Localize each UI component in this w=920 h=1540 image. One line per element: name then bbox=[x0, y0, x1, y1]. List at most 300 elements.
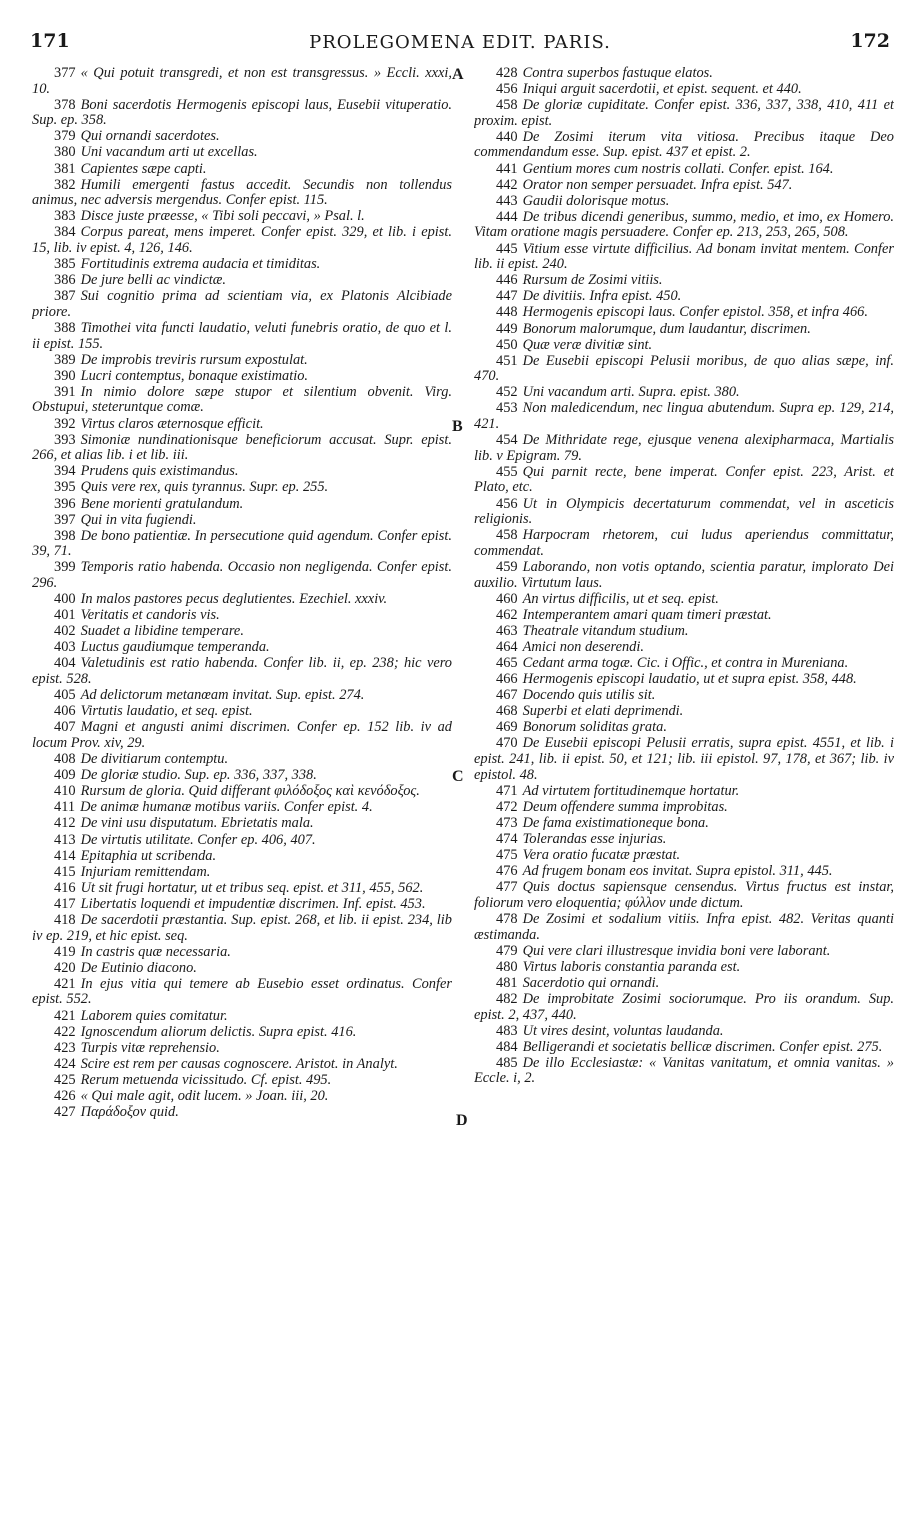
entry-number: 456 bbox=[496, 495, 518, 512]
index-entry bbox=[32, 768, 452, 784]
index-entry bbox=[32, 961, 452, 977]
entry-text: Intemperantem amari quam timeri præstat. bbox=[522, 606, 772, 623]
index-entry bbox=[474, 976, 894, 992]
entry-text: Timothei vita functi laudatio, veluti funebris oratio, de quo et l. ii epist. 155. bbox=[32, 320, 452, 352]
entry-text: Temporis ratio habenda. Occasio non negligenda. Confer epist. 296. bbox=[32, 559, 452, 591]
entry-number: 420 bbox=[54, 959, 76, 976]
entry-text: « Qui male agit, odit lucem. » Joan. iii, 20. bbox=[80, 1088, 329, 1104]
index-entry bbox=[32, 881, 452, 897]
index-entry bbox=[32, 833, 452, 849]
index-entry bbox=[32, 704, 452, 720]
index-entry bbox=[474, 592, 894, 608]
index-entry bbox=[474, 385, 894, 401]
entry-number: 458 bbox=[496, 97, 518, 114]
entry-number: 382 bbox=[54, 176, 76, 193]
entry-number: 472 bbox=[496, 798, 518, 815]
entry-number: 451 bbox=[496, 352, 518, 369]
entry-text: Bonorum soliditas grata. bbox=[522, 719, 667, 736]
entry-number: 448 bbox=[496, 304, 518, 321]
entry-number: 441 bbox=[496, 160, 518, 177]
entry-number: 381 bbox=[54, 160, 76, 177]
index-entry bbox=[474, 210, 894, 241]
index-entry bbox=[32, 417, 452, 433]
index-entry bbox=[474, 1024, 894, 1040]
entry-text: Tolerandas esse injurias. bbox=[522, 831, 667, 847]
index-entry bbox=[32, 849, 452, 865]
margin-marker-d: D bbox=[456, 1112, 468, 1129]
entry-number: 455 bbox=[496, 463, 518, 480]
entry-text: In ejus vitia qui temere ab Eusebio esset ordinatus. Confer epist. 552. bbox=[32, 975, 452, 1008]
entry-number: 475 bbox=[496, 847, 518, 864]
entry-text: Suadet a libidine temperare. bbox=[80, 623, 244, 640]
entry-text: Ut vires desint, voluntas laudanda. bbox=[522, 1022, 724, 1039]
entry-number: 418 bbox=[54, 911, 76, 928]
index-entry bbox=[474, 465, 894, 496]
entry-text: Sui cognitio prima ad scientiam via, ex Platonis Alcibiade priore. bbox=[32, 288, 452, 320]
entry-text: Ad delictorum metanœam invitat. Sup. epist. 274. bbox=[80, 687, 365, 704]
entry-number: 464 bbox=[496, 638, 518, 655]
entry-text: Superbi et elati deprimendi. bbox=[522, 703, 684, 720]
index-entry bbox=[32, 209, 452, 225]
entry-number: 440 bbox=[496, 128, 518, 145]
index-entry bbox=[474, 497, 894, 528]
entry-number: 479 bbox=[496, 942, 518, 959]
entry-text: Vitium esse virtute difficilius. Ad bonam invitat mentem. Confer lib. ii epist. 240. bbox=[474, 240, 894, 273]
entry-text: Cedant arma togæ. Cic. i Offic., et contra in Mureniana. bbox=[522, 654, 849, 671]
entry-text: Libertatis loquendi et impudentiæ discrimen. Inf. epist. 453. bbox=[80, 895, 426, 912]
entry-number: 412 bbox=[54, 815, 76, 832]
entry-number: 471 bbox=[496, 782, 518, 799]
entry-text: Boni sacerdotis Hermogenis episcopi laus, Eusebii vituperatio. Sup. ep. 358. bbox=[32, 96, 452, 129]
entry-text: De divitiarum contemptu. bbox=[80, 751, 229, 768]
entry-text: Injuriam remittendam. bbox=[80, 863, 211, 880]
entry-text: Magni et angusti animi discrimen. Confer ep. 152 lib. iv ad locum Prov. xiv, 29. bbox=[32, 719, 452, 751]
index-entry bbox=[32, 1089, 452, 1105]
entry-number: 422 bbox=[54, 1023, 76, 1040]
index-entry bbox=[474, 656, 894, 672]
index-entry bbox=[32, 560, 452, 591]
entry-text: Disce juste præesse, « Tibi soli peccavi, » Psal. l. bbox=[80, 208, 365, 225]
entry-text: Ut sit frugi hortatur, ut et tribus seq. epist. et 311, 455, 562. bbox=[80, 879, 424, 896]
entry-text: Gaudii dolorisque motus. bbox=[522, 192, 670, 209]
index-entry bbox=[32, 289, 452, 320]
entry-number: 415 bbox=[54, 863, 76, 880]
entry-number: 413 bbox=[54, 831, 76, 848]
entry-text: Docendo quis utilis sit. bbox=[522, 687, 656, 704]
entry-number: 483 bbox=[496, 1022, 518, 1039]
entry-number: 399 bbox=[54, 559, 76, 576]
entry-number: 401 bbox=[54, 607, 76, 624]
entry-number: 403 bbox=[54, 639, 76, 656]
entry-text: Sacerdotio qui ornandi. bbox=[522, 974, 660, 991]
entry-number: 397 bbox=[54, 511, 76, 528]
index-entry bbox=[474, 816, 894, 832]
entry-text: Virtus laboris constantia paranda est. bbox=[522, 958, 741, 975]
index-entry bbox=[32, 656, 452, 687]
index-entry bbox=[32, 353, 452, 369]
entry-number: 452 bbox=[496, 384, 518, 401]
entry-number: 383 bbox=[54, 208, 76, 225]
index-entry bbox=[474, 1056, 894, 1087]
entry-number: 390 bbox=[54, 367, 76, 384]
index-entry bbox=[474, 289, 894, 305]
entry-number: 425 bbox=[54, 1071, 76, 1088]
index-entry bbox=[474, 736, 894, 783]
index-entry bbox=[32, 608, 452, 624]
index-entry bbox=[474, 608, 894, 624]
index-entry bbox=[474, 528, 894, 559]
entry-number: 386 bbox=[54, 272, 76, 289]
index-entry bbox=[474, 672, 894, 688]
entry-number: 402 bbox=[54, 623, 76, 640]
index-entry bbox=[474, 880, 894, 911]
entry-number: 408 bbox=[54, 751, 76, 768]
entry-text: Παράδοξον quid. bbox=[80, 1104, 179, 1121]
margin-marker-c: C bbox=[452, 768, 464, 785]
entry-number: 484 bbox=[496, 1038, 518, 1055]
index-entry bbox=[474, 704, 894, 720]
entry-text: In malos pastores pecus deglutientes. Ezechiel. xxxiv. bbox=[80, 591, 388, 608]
entry-text: Ad virtutem fortitudinemque hortatur. bbox=[522, 782, 740, 799]
entry-text: Qui vere clari illustresque invidia boni vere laborant. bbox=[522, 942, 831, 959]
entry-text: Veritatis et candoris vis. bbox=[80, 607, 220, 624]
entry-number: 460 bbox=[496, 590, 518, 607]
index-entry bbox=[32, 865, 452, 881]
index-entry bbox=[474, 864, 894, 880]
entry-number: 482 bbox=[496, 990, 518, 1007]
entry-text: Humili emergenti fastus accedit. Secundis non tollendus animus, nec adversis mergendus. Confer epist. 115. bbox=[32, 176, 452, 209]
index-entry bbox=[474, 194, 894, 210]
entry-text: De Mithridate rege, ejusque venena alexipharmaca, Martialis lib. v Epigram. 79. bbox=[474, 432, 894, 464]
index-entry bbox=[32, 688, 452, 704]
entry-text: Quæ veræ divitiæ sint. bbox=[522, 336, 653, 353]
entry-text: De illo Ecclesiastæ: « Vanitas vanitatum, et omnia vanitas. » Eccle. i, 2. bbox=[474, 1054, 894, 1087]
entry-number: 407 bbox=[54, 719, 76, 736]
index-entry bbox=[32, 178, 452, 209]
entry-number: 411 bbox=[54, 799, 76, 816]
entry-text: Scire est rem per causas cognoscere. Aristot. in Analyt. bbox=[80, 1055, 398, 1072]
index-entry bbox=[474, 960, 894, 976]
entry-number: 380 bbox=[54, 144, 76, 161]
margin-marker-a: A bbox=[452, 66, 464, 83]
entry-number: 427 bbox=[54, 1104, 76, 1121]
index-entry bbox=[474, 433, 894, 464]
index-entry bbox=[32, 1057, 452, 1073]
entry-number: 480 bbox=[496, 958, 518, 975]
entry-text: Epitaphia ut scribenda. bbox=[80, 847, 217, 864]
entry-text: Luctus gaudiumque temperanda. bbox=[80, 639, 270, 656]
entry-text: Amici non deserendi. bbox=[522, 638, 644, 655]
index-entry bbox=[474, 720, 894, 736]
entry-text: De Eutinio diacono. bbox=[80, 959, 197, 976]
entry-text: Virtutis laudatio, et seq. epist. bbox=[80, 703, 253, 720]
entry-number: 421 bbox=[54, 1007, 76, 1024]
entry-number: 473 bbox=[496, 814, 518, 831]
entry-text: Qui in vita fugiendi. bbox=[80, 511, 197, 528]
entry-number: 410 bbox=[54, 783, 76, 800]
entry-number: 447 bbox=[496, 288, 518, 305]
index-entry bbox=[32, 816, 452, 832]
index-entry bbox=[474, 560, 894, 591]
entry-text: De Zosimi iterum vita vitiosa. Precibus itaque Deo commendandum esse. Sup. epist. 437 et epist. 2. bbox=[474, 128, 894, 161]
index-entry bbox=[474, 401, 894, 432]
entry-text: De gloriæ studio. Sup. ep. 336, 337, 338. bbox=[80, 767, 317, 784]
entry-number: 477 bbox=[496, 879, 518, 896]
entry-text: Qui parnit recte, bene imperat. Confer epist. 223, Arist. et Plato, etc. bbox=[474, 463, 894, 496]
entry-text: Turpis vitæ reprehensio. bbox=[80, 1039, 220, 1056]
entry-text: De improbitate Zosimi sociorumque. Pro iis orandum. Sup. epist. 2, 437, 440. bbox=[474, 990, 894, 1023]
entry-number: 421 bbox=[54, 975, 76, 992]
entry-number: 470 bbox=[496, 735, 518, 752]
entry-text: De improbis treviris rursum expostulat. bbox=[80, 351, 308, 368]
entry-number: 445 bbox=[496, 240, 518, 257]
margin-marker-b: B bbox=[452, 418, 463, 435]
entry-text: Ignoscendum aliorum delictis. Supra epist. 416. bbox=[80, 1023, 357, 1040]
index-entry bbox=[474, 800, 894, 816]
entry-text: Prudens quis existimandus. bbox=[80, 463, 239, 480]
entry-text: Rursum de Zosimi vitiis. bbox=[522, 272, 663, 289]
entry-text: Hermogenis episcopi laus. Confer epistol. 358, et infra 466. bbox=[522, 304, 868, 321]
entry-number: 454 bbox=[496, 432, 518, 449]
entry-number: 446 bbox=[496, 272, 518, 289]
entry-number: 468 bbox=[496, 703, 518, 720]
index-entry bbox=[474, 640, 894, 656]
index-entry bbox=[474, 98, 894, 129]
entry-text: Rursum de gloria. Quid differant φιλόδοξος καὶ κενόδοξος. bbox=[80, 783, 420, 800]
entry-number: 467 bbox=[496, 687, 518, 704]
index-entry bbox=[474, 688, 894, 704]
index-entry bbox=[32, 225, 452, 256]
entry-number: 444 bbox=[496, 208, 518, 225]
index-entry bbox=[474, 273, 894, 289]
page-number-right: 172 bbox=[850, 30, 890, 52]
index-entry bbox=[32, 897, 452, 913]
entry-number: 388 bbox=[54, 320, 76, 336]
entry-text: Orator non semper persuadet. Infra epist. 547. bbox=[522, 176, 793, 193]
index-entry bbox=[32, 1041, 452, 1057]
running-title: PROLEGOMENA EDIT. PARIS. bbox=[309, 32, 611, 53]
entry-number: 406 bbox=[54, 703, 76, 720]
page-header bbox=[30, 30, 890, 58]
index-entry bbox=[474, 82, 894, 98]
index-entry bbox=[32, 385, 452, 416]
entry-text: De animæ humanæ motibus variis. Confer epist. 4. bbox=[80, 799, 373, 816]
entry-text: Corpus pareat, mens imperet. Confer epist. 329, et lib. i epist. 15, lib. iv epist. 4, 126, 146. bbox=[32, 224, 452, 257]
entry-text: Theatrale vitandum studium. bbox=[522, 622, 689, 639]
index-entry bbox=[474, 832, 894, 848]
entry-number: 377 bbox=[54, 66, 76, 81]
entry-text: In nimio dolore sæpe stupor et silentium obvenit. Virg. Obstupui, steteruntque comæ. bbox=[32, 383, 452, 416]
entry-text: De sacerdotii præstantia. Sup. epist. 268, et lib. ii epist. 234, lib iv ep. 219, et hic epist. seq. bbox=[32, 911, 452, 944]
index-entry bbox=[32, 129, 452, 145]
entry-number: 463 bbox=[496, 622, 518, 639]
entry-number: 485 bbox=[496, 1054, 518, 1071]
entry-text: De jure belli ac vindictæ. bbox=[80, 272, 226, 289]
entry-number: 378 bbox=[54, 96, 76, 113]
entry-text: Belligerandi et societatis bellicæ discrimen. Confer epist. 275. bbox=[522, 1038, 883, 1055]
index-entry bbox=[474, 178, 894, 194]
entry-number: 389 bbox=[54, 351, 76, 368]
entry-number: 442 bbox=[496, 176, 518, 193]
index-entry bbox=[474, 66, 894, 82]
index-entry bbox=[474, 322, 894, 338]
entry-number: 419 bbox=[54, 943, 76, 960]
entry-number: 393 bbox=[54, 431, 76, 448]
entry-text: Non maledicendum, nec lingua abutendum. Supra ep. 129, 214, 421. bbox=[474, 400, 894, 433]
entry-text: Vera oratio fucatæ præstat. bbox=[522, 847, 681, 864]
entry-number: 404 bbox=[54, 655, 76, 672]
entry-text: Contra superbos fastuque elatos. bbox=[522, 66, 713, 81]
entry-text: Simoniæ nundinationisque beneficiorum accusat. Supr. epist. 266, et alias lib. i et lib. iii. bbox=[32, 431, 452, 464]
index-entry bbox=[32, 257, 452, 273]
entry-number: 400 bbox=[54, 591, 76, 608]
index-entry bbox=[32, 1009, 452, 1025]
index-entry bbox=[474, 242, 894, 273]
index-entry bbox=[32, 592, 452, 608]
entry-text: De bono patientiæ. In persecutione quid agendum. Confer epist. 39, 71. bbox=[32, 527, 452, 560]
entry-number: 478 bbox=[496, 910, 518, 927]
entry-number: 456 bbox=[496, 81, 518, 98]
index-entry bbox=[32, 433, 452, 464]
entry-number: 465 bbox=[496, 654, 518, 671]
index-entry bbox=[32, 977, 452, 1008]
index-entry bbox=[32, 1025, 452, 1041]
entry-number: 428 bbox=[496, 66, 518, 81]
index-entry bbox=[474, 992, 894, 1023]
entry-text: Virtus claros æternosque efficit. bbox=[80, 415, 264, 432]
index-entry bbox=[32, 529, 452, 560]
entry-text: De fama existimationeque bona. bbox=[522, 814, 709, 831]
entry-text: Lucri contemptus, bonaque existimatio. bbox=[80, 367, 309, 384]
entry-text: Gentium mores cum nostris collati. Confer. epist. 164. bbox=[522, 160, 834, 177]
entry-number: 417 bbox=[54, 895, 76, 912]
entry-number: 414 bbox=[54, 847, 76, 864]
entry-number: 387 bbox=[54, 288, 76, 305]
entry-text: Capientes sæpe capti. bbox=[80, 160, 207, 177]
entry-text: Bonorum malorumque, dum laudantur, discrimen. bbox=[522, 320, 811, 337]
index-entry bbox=[32, 800, 452, 816]
entry-text: « Qui potuit transgredi, et non est transgressus. » Eccli. xxxi, 10. bbox=[32, 66, 452, 97]
entry-number: 394 bbox=[54, 463, 76, 480]
index-entry bbox=[32, 162, 452, 178]
index-entry bbox=[32, 945, 452, 961]
entry-number: 426 bbox=[54, 1088, 76, 1104]
index-entry bbox=[32, 1105, 452, 1121]
entry-text: De Eusebii episcopi Pelusii erratis, supra epist. 4551, et lib. i epist. 241, lib. ii epist. 50, et 121; lib. iii epistol. 97, 178, et 367; lib. iv epistol. 48. bbox=[474, 735, 894, 783]
index-entry bbox=[32, 66, 452, 97]
entry-text: Quis doctus sapiensque censendus. Virtus fructus est instar, foliorum vero eloquentia; φύλλον unde dictum. bbox=[474, 879, 894, 911]
index-entry bbox=[32, 720, 452, 751]
index-entry bbox=[32, 752, 452, 768]
entry-text: Laborando, non votis optando, scientia paratur, implorato Dei auxilio. Virtutum laus. bbox=[474, 558, 894, 591]
entry-text: Ut in Olympicis decertaturum commendat, vel in asceticis religionis. bbox=[474, 495, 894, 528]
index-entry bbox=[32, 464, 452, 480]
index-entry bbox=[32, 513, 452, 529]
index-entry bbox=[474, 354, 894, 385]
index-entry bbox=[32, 321, 452, 352]
index-entry bbox=[32, 480, 452, 496]
entry-number: 474 bbox=[496, 831, 518, 847]
entry-text: In castris quæ necessaria. bbox=[80, 943, 231, 960]
entry-text: De virtutis utilitate. Confer ep. 406, 407. bbox=[80, 831, 316, 848]
entry-text: Hermogenis episcopi laudatio, ut et supra epist. 358, 448. bbox=[522, 671, 857, 688]
entry-text: Deum offendere summa improbitas. bbox=[522, 798, 728, 815]
index-entry bbox=[474, 912, 894, 943]
entry-number: 449 bbox=[496, 320, 518, 337]
index-entry bbox=[474, 944, 894, 960]
entry-number: 450 bbox=[496, 336, 518, 353]
entry-number: 392 bbox=[54, 415, 76, 432]
entry-text: Uni vacandum arti. Supra. epist. 380. bbox=[522, 384, 740, 401]
entry-number: 379 bbox=[54, 128, 76, 145]
index-entry bbox=[474, 624, 894, 640]
entry-number: 405 bbox=[54, 687, 76, 704]
entry-number: 424 bbox=[54, 1055, 76, 1072]
entry-text: Qui ornandi sacerdotes. bbox=[80, 128, 220, 145]
entry-number: 481 bbox=[496, 974, 518, 991]
entry-number: 476 bbox=[496, 863, 518, 880]
entry-number: 443 bbox=[496, 192, 518, 209]
entry-text: Rerum metuenda vicissitudo. Cf. epist. 495. bbox=[80, 1071, 332, 1088]
index-entry bbox=[474, 305, 894, 321]
index-entry bbox=[474, 162, 894, 178]
entry-text: Iniqui arguit sacerdotii, et epist. sequent. et 440. bbox=[522, 81, 802, 98]
index-entry bbox=[32, 913, 452, 944]
entry-text: Valetudinis est ratio habenda. Confer lib. ii, ep. 238; hic vero epist. 528. bbox=[32, 655, 452, 688]
entry-text: De Eusebii episcopi Pelusii moribus, de quo alias sæpe, inf. 470. bbox=[474, 352, 894, 385]
page-number-left: 171 bbox=[30, 30, 70, 52]
index-entry bbox=[32, 145, 452, 161]
entry-text: De divitiis. Infra epist. 450. bbox=[522, 288, 682, 305]
entry-number: 385 bbox=[54, 256, 76, 273]
index-entry bbox=[474, 338, 894, 354]
entry-text: Laborem quies comitatur. bbox=[80, 1007, 228, 1024]
entry-text: Bene morienti gratulandum. bbox=[80, 495, 244, 512]
index-entry bbox=[32, 497, 452, 513]
entry-text: De Zosimi et sodalium vitiis. Infra epist. 482. Veritas quanti æstimanda. bbox=[474, 910, 894, 943]
right-column bbox=[474, 66, 894, 1526]
entry-text: Harpocram rhetorem, cui ludus aperiendus committatur, commendat. bbox=[474, 527, 894, 559]
entry-number: 396 bbox=[54, 495, 76, 512]
index-entry bbox=[32, 273, 452, 289]
entry-number: 391 bbox=[54, 383, 76, 400]
entry-number: 395 bbox=[54, 479, 76, 496]
entry-number: 423 bbox=[54, 1039, 76, 1056]
index-entry bbox=[474, 1040, 894, 1056]
index-entry bbox=[32, 624, 452, 640]
index-entry bbox=[32, 784, 452, 800]
index-entry bbox=[474, 130, 894, 161]
entry-number: 409 bbox=[54, 767, 76, 784]
entry-number: 459 bbox=[496, 558, 518, 575]
entry-number: 466 bbox=[496, 671, 518, 688]
index-entry bbox=[32, 98, 452, 129]
entry-text: Fortitudinis extrema audacia et timiditas. bbox=[80, 256, 321, 273]
entry-number: 469 bbox=[496, 719, 518, 736]
index-entry bbox=[32, 640, 452, 656]
index-entry bbox=[474, 784, 894, 800]
entry-text: De gloriæ cupiditate. Confer epist. 336, 337, 338, 410, 411 et proxim. epist. bbox=[474, 97, 894, 129]
entry-number: 462 bbox=[496, 606, 518, 623]
entry-number: 398 bbox=[54, 527, 76, 544]
entry-number: 416 bbox=[54, 879, 76, 896]
entry-text: Quis vere rex, quis tyrannus. Supr. ep. 255. bbox=[80, 479, 329, 496]
left-column bbox=[32, 66, 452, 1526]
entry-number: 384 bbox=[54, 224, 76, 241]
entry-text: Ad frugem bonam eos invitat. Supra epistol. 311, 445. bbox=[522, 863, 833, 880]
entry-text: An virtus difficilis, ut et seq. epist. bbox=[522, 590, 719, 607]
index-entry bbox=[32, 369, 452, 385]
